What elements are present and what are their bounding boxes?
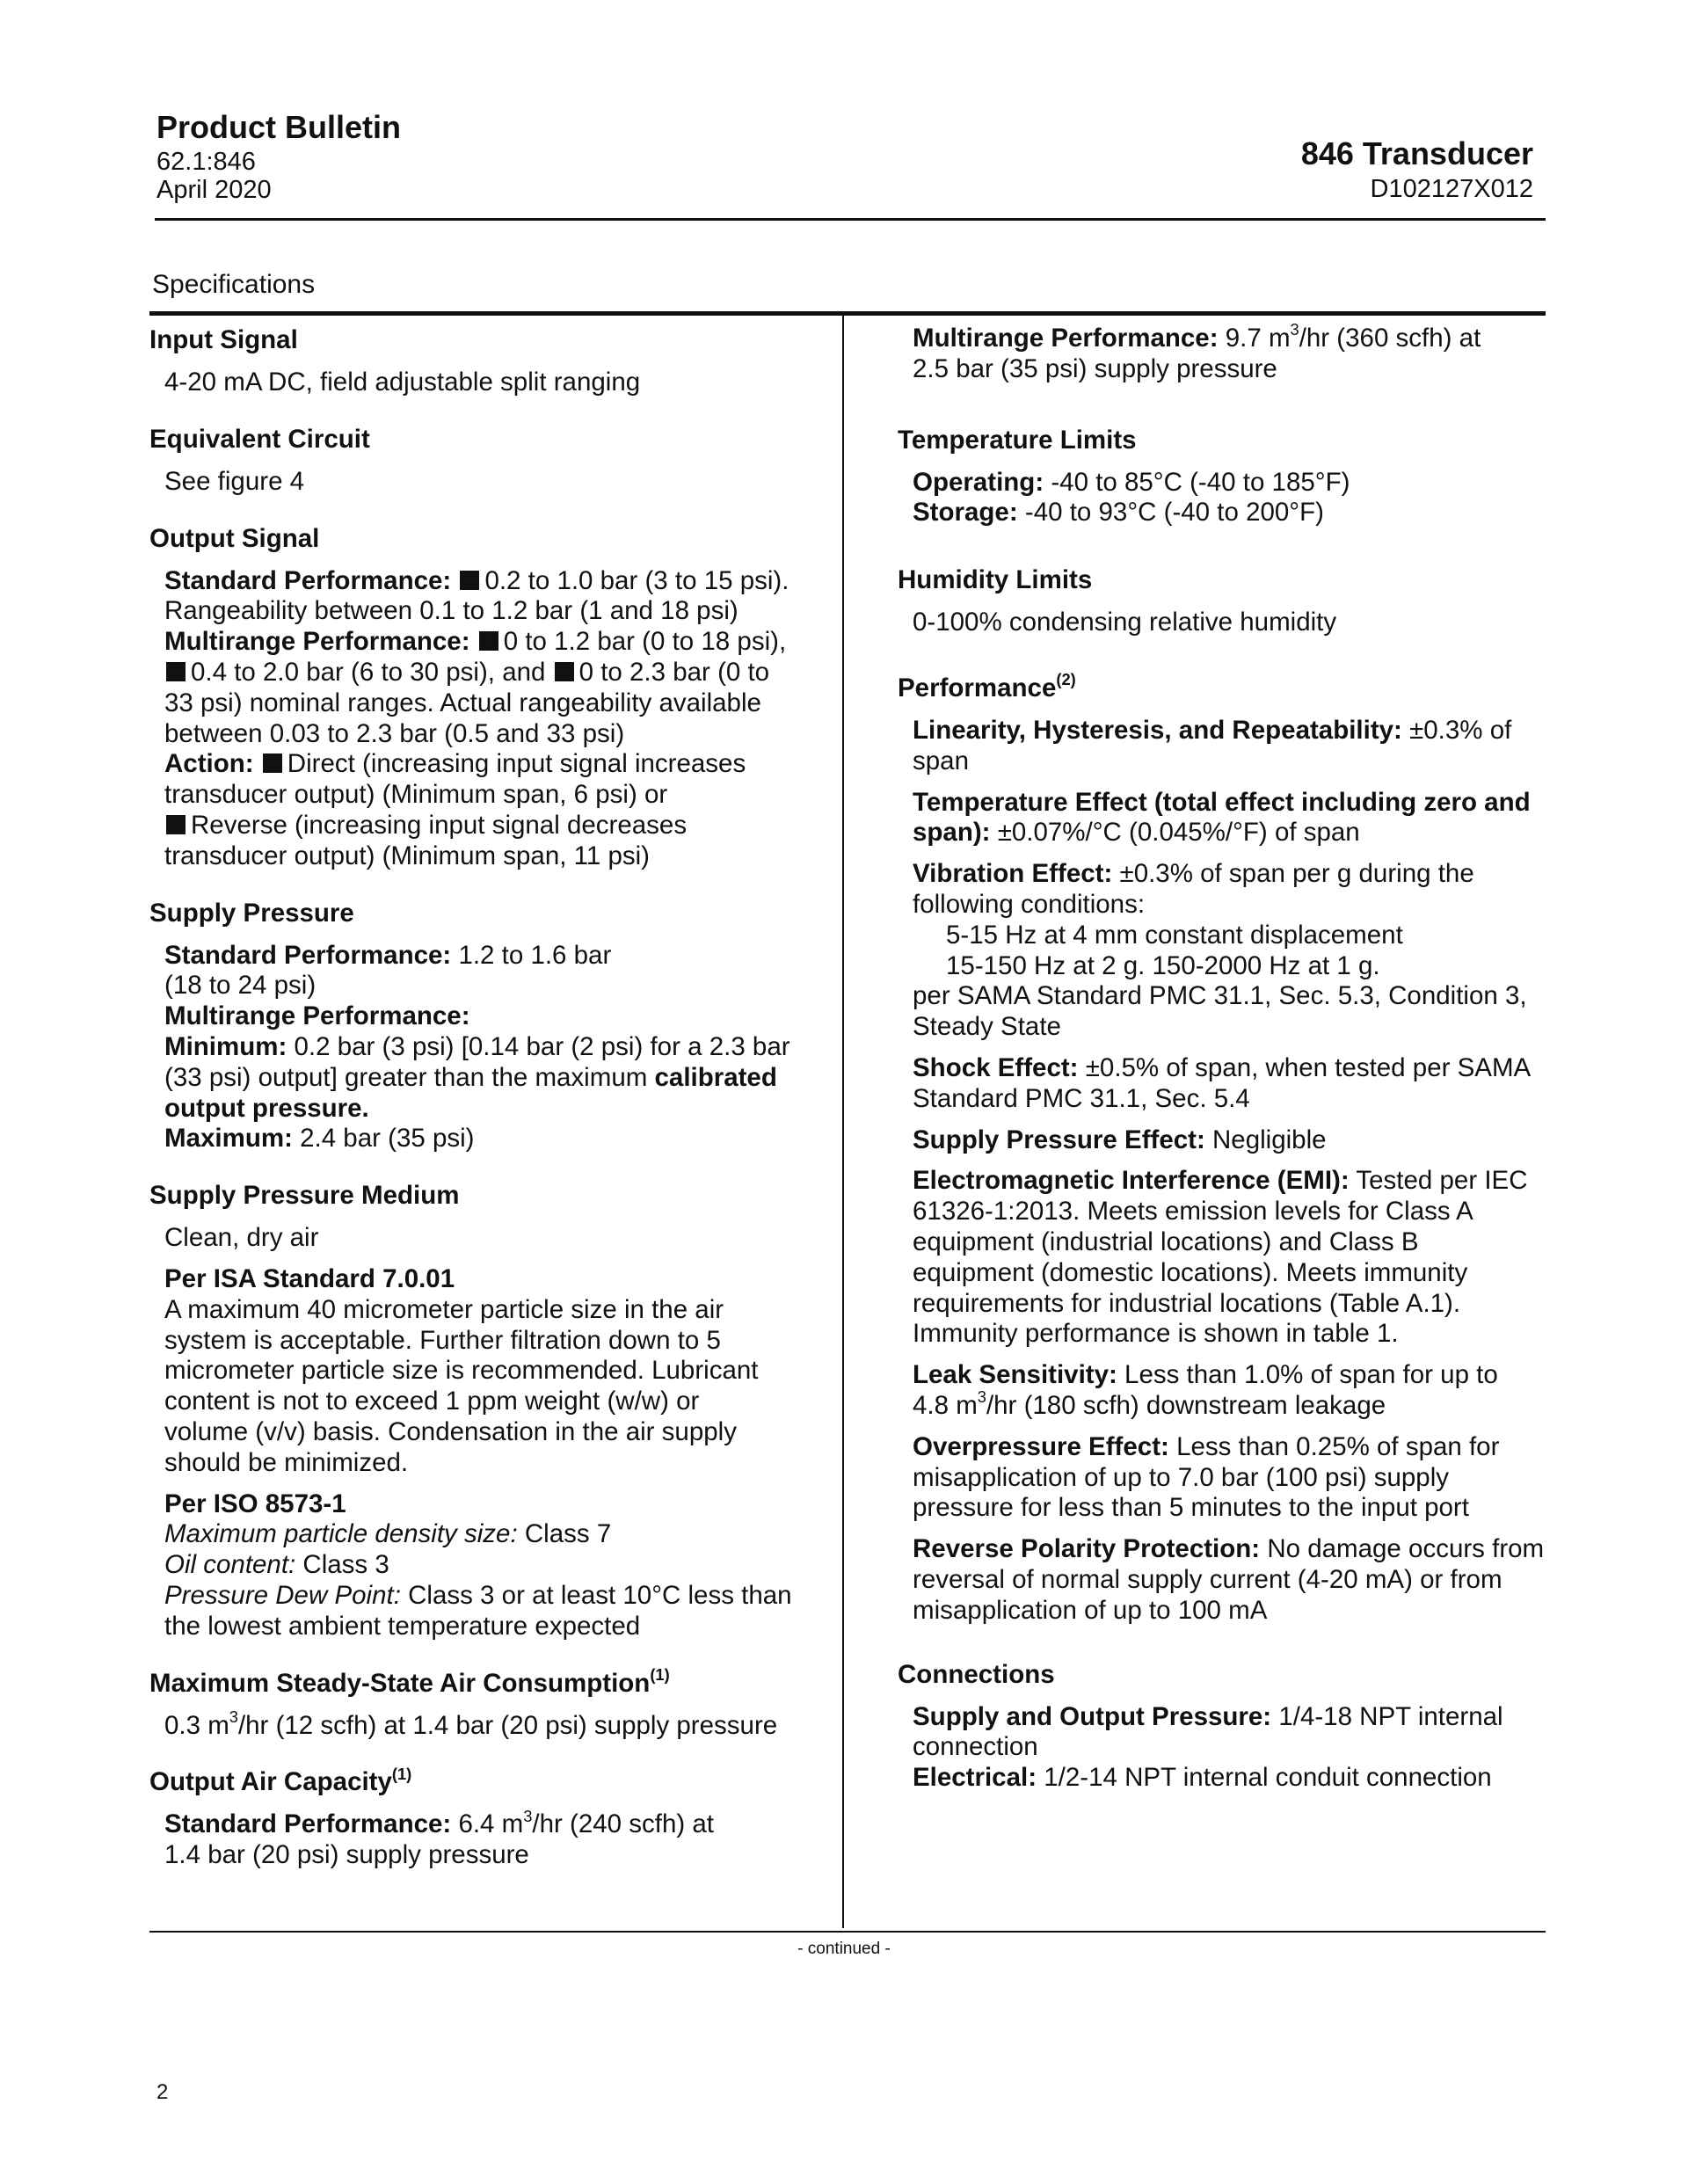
leak-line: 4.8 $m^3/hr$ (180 scfh) downstream leakage [913,1387,1386,1420]
linearity-value: ±0.3% of [1409,715,1512,745]
isa-line: micrometer particle size is recommended. Lubricant [164,1356,759,1386]
supply-medium-text: Clean, dry air [164,1223,319,1253]
product-name: 846 Transducer [1300,135,1533,171]
action-line: transducer output) (Minimum span, 6 psi) or [164,780,668,810]
output-signal-body [164,566,818,872]
overpressure-line: misapplication of up to 7.0 bar (100 psi) supply [913,1462,1450,1492]
supply-std-line: 1.2 to 1.6 bar [458,940,612,970]
right-column [898,320,1545,1794]
reverse-polarity-line: misapplication of up to 100 mA [913,1595,1268,1625]
supply-output-line: connection [913,1732,1038,1762]
page-number: 2 [156,2080,169,2104]
electrical-value: 1/2-14 NPT internal conduit connection [1044,1763,1492,1793]
air-capacity-heading: Output Air Capacity$^{(1)}$ [149,1764,412,1797]
input-signal-text: 4-20 mA DC, field adjustable split ranging [164,368,641,397]
header-rule [155,218,1546,221]
emi-line: requirements for industrial locations (Table A.1). [913,1288,1461,1318]
isa-line: system is acceptable. Further filtration down to 5 [164,1325,721,1355]
option-square-icon [479,631,498,651]
equivalent-circuit-heading: Equivalent Circuit [149,424,370,454]
emi-line: equipment (industrial locations) and Class B [913,1227,1419,1256]
output-multi-line: between 0.03 to 2.3 bar (0.5 and 33 psi) [164,718,625,748]
iso-heading: Per ISO 8573-1 [164,1489,346,1518]
vibration-line: ±0.3% of span per g during the [1119,859,1474,889]
action-label: Action: [164,749,254,779]
air-consumption-heading: Maximum Steady-State Air Consumption$^{(1)}$ [149,1664,670,1698]
iso-dew-line: the lowest ambient temperature expected [164,1611,641,1641]
temperature-body [913,468,1527,529]
std-performance-label: Standard Performance: [164,565,452,595]
supply-effect-value: Negligible [1212,1125,1327,1154]
option-square-icon [555,662,574,681]
emi-line: Tested per IEC [1356,1166,1528,1196]
output-multi-line: 0 to 2.3 bar (0 to [578,657,770,687]
overpressure-line: pressure for less than 5 minutes to the input port [913,1493,1469,1523]
footer-rule [149,1931,1546,1933]
supply-effect-label: Supply Pressure Effect: [913,1125,1205,1154]
supply-min-line: (33 psi) output] greater than the maximum [164,1062,648,1092]
std-performance-label: Standard Performance: [164,1809,452,1839]
reverse-polarity-line: No damage occurs from [1267,1534,1545,1564]
emi-label: Electromagnetic Interference (EMI): [913,1166,1350,1196]
output-multi-line: 0.4 to 2.0 bar (6 to 30 psi), and [191,657,546,687]
supply-pressure-heading: Supply Pressure [149,898,354,928]
shock-label: Shock Effect: [913,1052,1079,1082]
multirange-label: Multirange Performance: [164,1001,470,1031]
output-signal-heading: Output Signal [149,523,320,553]
linearity-label: Linearity, Hysteresis, and Repeatability: [913,715,1402,745]
supply-output-label: Supply and Output Pressure: [913,1701,1272,1731]
temp-effect-label: span): [913,818,991,848]
linearity-value: span [913,746,969,775]
reverse-polarity-label: Reverse Polarity Protection: [913,1534,1261,1564]
std-performance-label: Standard Performance: [164,940,452,970]
bulletin-number: 62.1:846 [156,148,256,176]
iso-dew-label: Pressure Dew Point: [164,1580,401,1610]
supply-min-emphasis: output pressure. [164,1093,369,1123]
supply-max-value: 2.4 bar (35 psi) [300,1124,475,1154]
multi-capacity-line: 2.5 bar (35 psi) supply pressure [913,353,1277,383]
supply-pressure-body [164,941,818,1155]
supply-medium-body [164,1223,818,1642]
operating-label: Operating: [913,467,1044,497]
multirange-capacity [913,320,1527,385]
equivalent-circuit-text: See figure 4 [164,466,305,496]
option-square-icon [166,815,186,834]
supply-output-line: 1/4-18 NPT internal [1278,1701,1503,1731]
iso-density-label: Maximum particle density size: [164,1519,518,1549]
shock-line: Standard PMC 31.1, Sec. 5.4 [913,1083,1250,1113]
iso-oil-value: Class 3 [302,1550,389,1580]
minimum-label: Minimum: [164,1031,287,1061]
emi-line: 61326-1:2013. Meets emission levels for Class A [913,1197,1473,1227]
overpressure-line: Less than 0.25% of span for [1176,1431,1500,1461]
input-signal-body [164,368,818,398]
humidity-body [913,608,1527,638]
option-square-icon [460,571,479,590]
temperature-heading: Temperature Limits [898,425,1137,455]
section-label: Specifications [152,270,316,299]
iso-density-value: Class 7 [524,1519,612,1549]
option-square-icon [263,753,282,773]
supply-min-line: 0.2 bar (3 psi) [0.14 bar (2 psi) for a 2.3 bar [294,1031,790,1061]
vibration-line: 5-15 Hz at 4 mm constant displacement [946,920,1403,950]
multirange-label: Multirange Performance: [913,324,1219,353]
connections-body [913,1702,1527,1794]
air-consumption-body [164,1707,818,1742]
maximum-label: Maximum: [164,1124,293,1154]
footnote-ref: (1) [650,1664,670,1684]
document-code: D102127X012 [1370,175,1533,203]
shock-line: ±0.5% of span, when tested per SAMA [1085,1052,1532,1082]
continued-note: - continued - [797,1940,891,1958]
column-divider [842,316,844,1928]
reverse-polarity-line: reversal of normal supply current (4-20 mA) or from [913,1564,1502,1594]
output-std-line: Rangeability between 0.1 to 1.2 bar (1 and 18 psi) [164,596,738,626]
option-square-icon [166,662,186,681]
isa-line: content is not to exceed 1 ppm weight (w/w) or [164,1387,700,1416]
vibration-line: per SAMA Standard PMC 31.1, Sec. 5.3, Condition 3, [913,981,1527,1011]
action-line: Reverse (increasing input signal decreases [191,810,688,840]
action-line: Direct (increasing input signal increases [287,749,746,779]
footnote-ref: (2) [1056,670,1076,689]
emi-line: equipment (domestic locations). Meets immunity [913,1257,1468,1287]
iso-oil-label: Oil content: [164,1550,296,1580]
isa-heading: Per ISA Standard 7.0.01 [164,1263,455,1293]
temp-effect-label: Temperature Effect (total effect including zero and [913,787,1531,817]
storage-value: -40 to 93°C (-40 to 200°F) [1024,498,1324,528]
air-capacity-line: 1.4 bar (20 psi) supply pressure [164,1840,529,1870]
vibration-label: Vibration Effect: [913,859,1113,889]
equivalent-circuit-body [164,467,818,498]
performance-body [913,715,1545,1627]
leak-line: Less than 1.0% of span for up to [1124,1360,1498,1390]
vibration-line: Steady State [913,1012,1061,1042]
output-multi-line: 0 to 1.2 bar (0 to 18 psi), [503,627,787,657]
operating-value: -40 to 85°C (-40 to 185°F) [1051,467,1350,497]
isa-line: volume (v/v) basis. Condensation in the air supply [164,1416,737,1446]
air-capacity-line: 6.4 $m^3/hr$ (240 scfh) at [458,1806,714,1839]
connections-heading: Connections [898,1659,1055,1689]
supply-std-line: (18 to 24 psi) [164,971,316,1001]
overpressure-label: Overpressure Effect: [913,1431,1169,1461]
bulletin-title: Product Bulletin [156,109,401,145]
air-capacity-body [164,1806,818,1871]
humidity-heading: Humidity Limits [898,565,1093,595]
left-column [149,324,818,1871]
spec-rule [149,311,1546,316]
electrical-label: Electrical: [913,1763,1037,1793]
iso-dew-line: Class 3 or at least 10°C less than [408,1580,792,1610]
isa-line: should be minimized. [164,1447,409,1477]
vibration-line: 15-150 Hz at 2 g. 150-2000 Hz at 1 g. [946,950,1380,980]
emi-line: Immunity performance is shown in table 1. [913,1319,1399,1349]
multirange-label: Multirange Performance: [164,627,470,657]
performance-heading: Performance$^{(2)}$ [898,670,1076,703]
supply-min-emphasis: calibrated [654,1062,777,1092]
air-consumption-text: 0.3 $m^3/hr$ (12 scfh) at 1.4 bar (20 psi) supply pressure [164,1707,778,1740]
isa-line: A maximum 40 micrometer particle size in the air [164,1294,724,1324]
humidity-text: 0-100% condensing relative humidity [913,608,1337,637]
leak-label: Leak Sensitivity: [913,1360,1117,1390]
input-signal-heading: Input Signal [149,325,298,354]
footnote-ref: (1) [391,1764,412,1783]
temp-effect-value: ±0.07%/°C (0.045%/°F) of span [997,818,1360,848]
storage-label: Storage: [913,498,1018,528]
multi-capacity-line: 9.7 $m^3/hr$ (360 scfh) at [1225,320,1481,353]
supply-medium-heading: Supply Pressure Medium [149,1181,460,1211]
output-std-line: 0.2 to 1.0 bar (3 to 15 psi). [484,565,789,595]
action-line: transducer output) (Minimum span, 11 psi) [164,841,650,870]
bulletin-date: April 2020 [156,176,272,204]
vibration-line: following conditions: [913,889,1146,919]
output-multi-line: 33 psi) nominal ranges. Actual rangeability available [164,688,761,717]
